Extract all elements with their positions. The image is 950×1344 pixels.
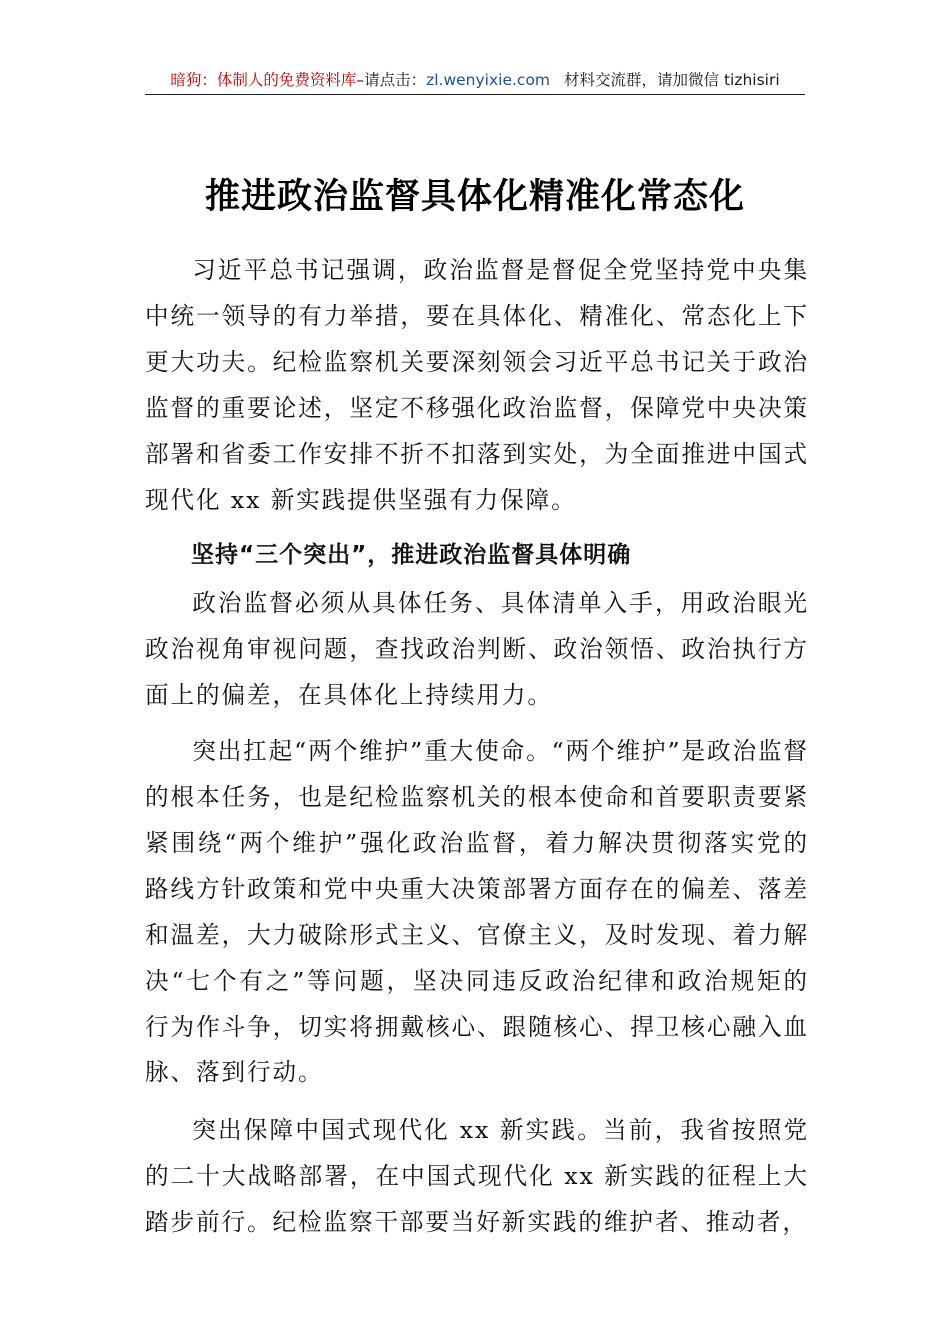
header-contact: 材料交流群，请加微信 tizhisiri xyxy=(564,71,780,89)
paragraph: 政治监督必须从具体任务、具体清单入手，用政治眼光政治视角审视问题，查找政治判断、政治领悟、政治执行方面上的偏差，在具体化上持续用力。 xyxy=(145,589,809,710)
header-brand: 暗狗：体制人的免费资料库 xyxy=(170,71,357,89)
page-header xyxy=(145,68,805,95)
section-heading: 坚持“三个突出”，推进政治监督具体明确 xyxy=(191,542,632,569)
paragraph: 突出保障中国式现代化 xx 新实践。当前，我省按照党的二十大战略部署，在中国式现代化 xx 新实践的征程上大踏步前行。纪检监察干部要当好新实践的维护者、推动者， xyxy=(145,1116,809,1237)
paragraph: 突出扛起“两个维护”重大使命。“两个维护”是政治监督的根本任务，也是纪检监察机关的根本使命和首要职责要紧紧围绕“两个维护”强化政治监督，着力解决贯彻落实党的路线方针政策和党中央重大决策部署方面存在的偏差、落差和温差，大力破除形式主义、官僚主义，及时发现、着力解决“七个有之”等问题，坚决同违反政治纪律和政治规矩的行为作斗争，切实将拥戴核心、跟随核心、捍卫核心融入血脉、落到行动。 xyxy=(145,737,809,1087)
document-body xyxy=(145,248,809,1256)
header-prompt: –请点击： xyxy=(356,71,427,89)
document-title: 推进政治监督具体化精准化常态化 xyxy=(204,176,745,217)
paragraph-intro: 习近平总书记强调，政治监督是督促全党坚持党中央集中统一领导的有力举措，要在具体化、精准化、常态化上下更大功夫。纪检监察机关要深刻领会习近平总书记关于政治监督的重要论述，坚定不移强化政治监督，保障党中央决策部署和省委工作安排不折不扣落到实处，为全面推进中国式现代化 xx 新实践提供坚强有力保障。 xyxy=(145,256,809,514)
header-url-link[interactable]: zl.wenyixie.com xyxy=(426,71,551,89)
